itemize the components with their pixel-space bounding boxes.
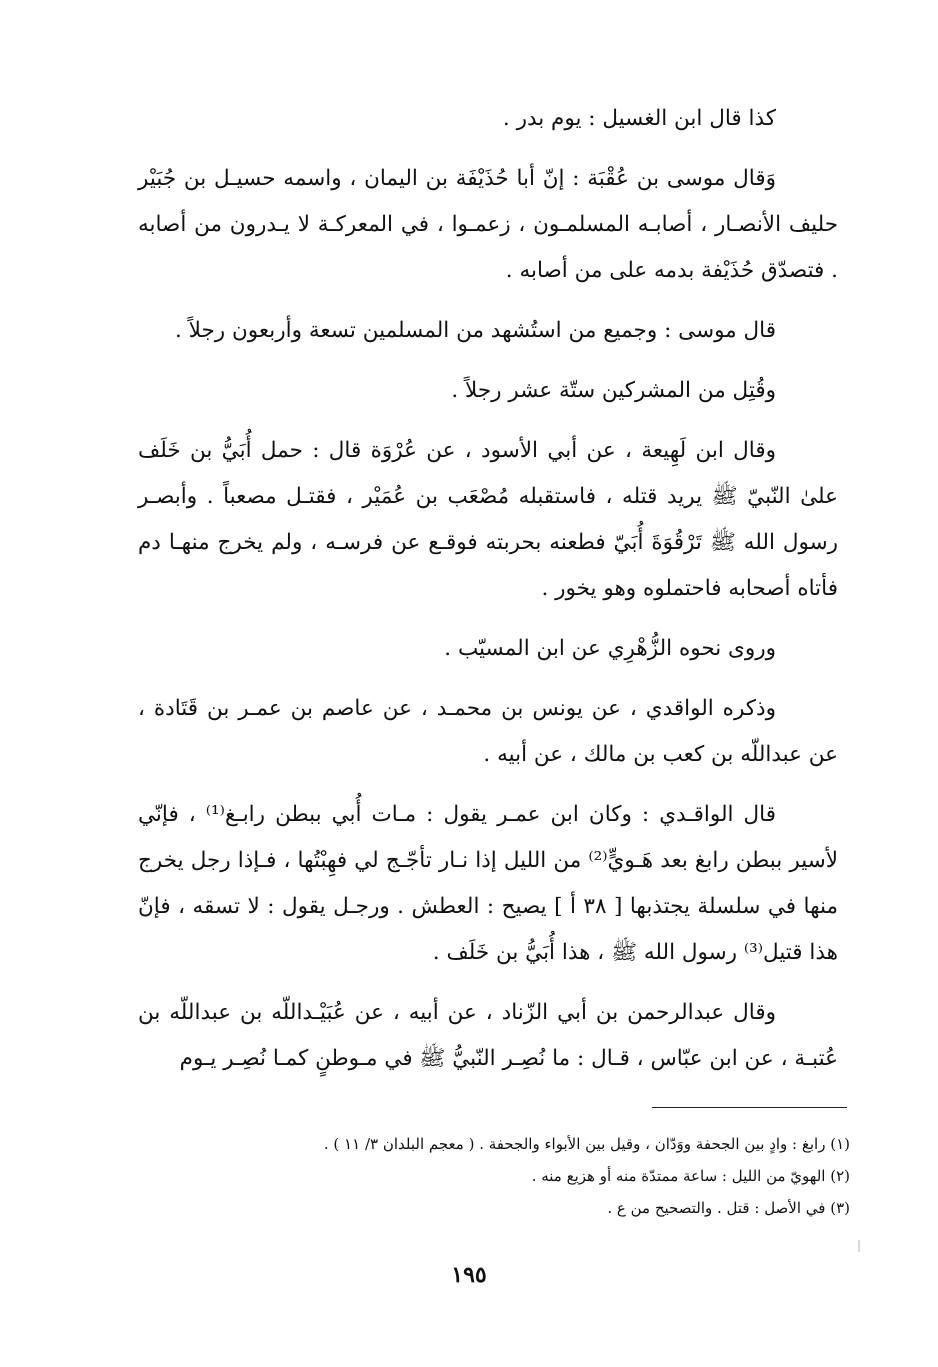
- main-text: [138, 96, 838, 1096]
- paragraph-7: وذكره الواقدي ، عن يونس بن محمـد ، عن عاصم بن عمـر بن قَتَادة ، عن عبداللّه بن كعب بن مالك ، عن أبيه .: [138, 696, 838, 767]
- paragraph-9: وقال عبدالرحمن بن أبي الزّناد ، عن أبيه ، عن عُبَيْـداللّه بن عبداللّه بن عُتبـة ، عن ابن عبّاس ، قـال : ما نُصِـر النّبيُّ ﷺ في مـوطنٍ كمـا نُصِـر يـوم: [138, 1000, 838, 1071]
- paragraph-3: قال موسى : وجميع من استُشهد من المسلمين تسعة وأربعون رجلاً .: [174, 318, 776, 343]
- footnotes: [138, 1128, 850, 1224]
- paragraph-8: قال الواقـدي : وكان ابن عمـر يقول : مـات أُبي ببطن رابـغ⁽¹⁾ ، فإنّي لأسير ببطن رابغ بعد هَـويٍّ⁽²⁾ من الليل إذا نـار تأجّـج لي فهِبْتُها ، فـإذا رجل يخرج منها في سلسلة يجتذبها [ ٣٨ أ ] يصيح : العطش . ورجـل يقول : لا تسقه ، فإنّ هذا قتيل⁽³⁾ رسول الله ﷺ ، هذا أُبَيُّ بن خَلَف .: [138, 802, 839, 965]
- paragraph-1: كذا قال ابن الغسيل : يوم بدر .: [502, 106, 776, 131]
- footnote-2: (٢) الهويّ من الليل : ساعة ممتدّة منه أو هزيع منه .: [531, 1167, 850, 1185]
- page-number: ١٩٥: [451, 1262, 487, 1288]
- paragraph-4: وقُتِل من المشركين ستّة عشر رجلاً .: [451, 378, 776, 403]
- paragraph-5: وقال ابن لَهِيعة ، عن أبي الأسود ، عن عُرْوَة قال : حمل أُبَيُّ بن خَلَف علىٰ النّبيّ ﷺ يريد قتله ، فاستقبله مُصْعَب بن عُمَيْر ، فقتـل مصعباً . وأبصـر رسول الله ﷺ تَرْقُوَةَ أُبَيّ فطعنه بحربته فوقـع عن فرسـه ، ولم يخرج منهـا دم فأتاه أصحابه فاحتملوه وهو يخور .: [138, 438, 838, 601]
- footnote-separator: [652, 1107, 847, 1108]
- scan-edge-mark: [858, 1240, 860, 1252]
- paragraph-2: وَقال موسى بن عُقْبَة : إنّ أبا حُذَيْفَة بن اليمان ، واسمه حسيـل بن جُبَيْر حليف الأنصـار ، أصابـه المسلمـون ، زعمـوا ، في المعركـة لا يـدرون من أصابه . فتصدّق حُذَيْفة بدمه على من أصابه .: [138, 166, 838, 283]
- footnote-3: (٣) في الأصل : قتل . والتصحيح من ع .: [607, 1199, 850, 1217]
- footnote-1: (١) رابغ : وادٍ بين الجحفة ووَدّان ، وقيل بين الأبواء والجحفة . ( معجم البلدان ٣/ ١١ ) .: [323, 1135, 850, 1153]
- paragraph-6: وروى نحوه الزُّهْرِي عن ابن المسيّب .: [444, 636, 776, 661]
